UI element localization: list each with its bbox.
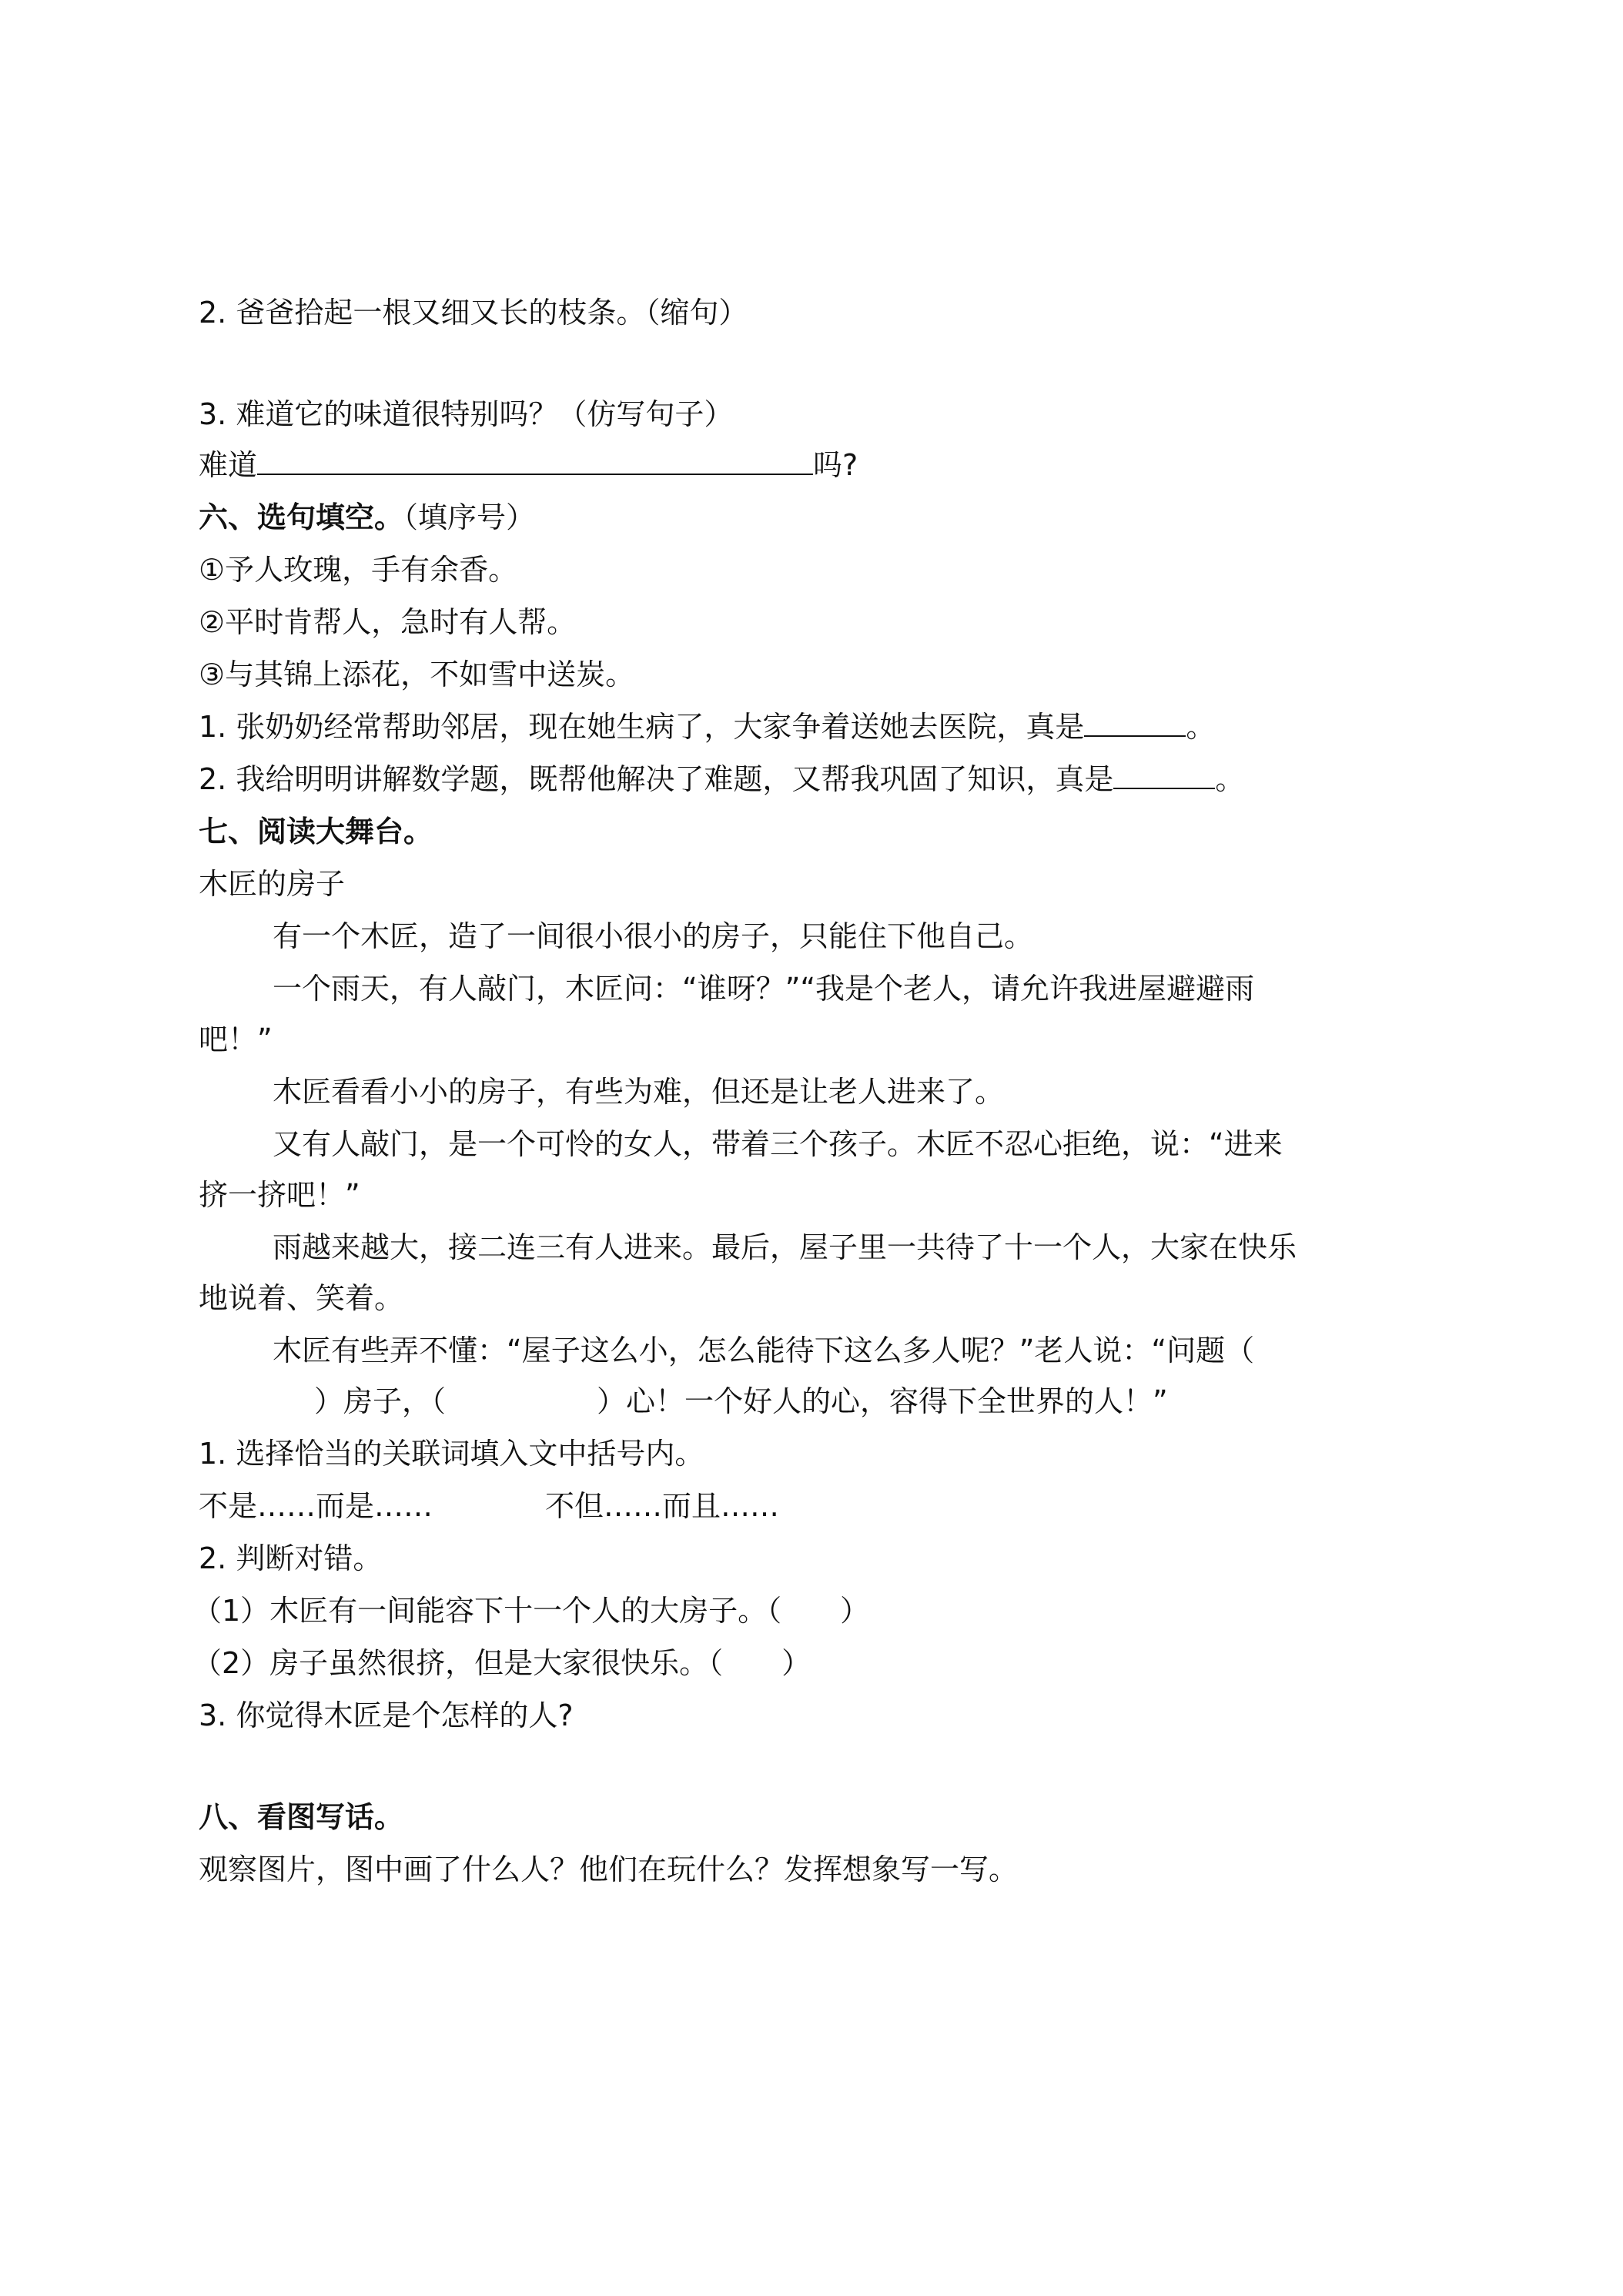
reading-question-1-options xyxy=(199,1486,779,1526)
reading-question-2-item-1: （1）木匠有一间能容下十一个人的大房子。（ ） xyxy=(192,1594,870,1628)
question-text: 1. 张奶奶经常帮助邻居，现在她生病了，大家争着送她去医院，真是 xyxy=(199,710,1085,744)
story-title: 木匠的房子 xyxy=(199,867,346,901)
section-6-title: 六、选句填空。 xyxy=(199,500,404,534)
story-paragraph-1: 有一个木匠，造了一间很小很小的房子，只能住下他自己。 xyxy=(273,919,1034,953)
reading-question-1: 1. 选择恰当的关联词填入文中括号内。 xyxy=(199,1437,704,1471)
story-paragraph-4-line-2: 挤一挤吧！” xyxy=(199,1178,360,1212)
answer-suffix: 吗? xyxy=(813,448,858,482)
question-5-2: 2. 爸爸拾起一根又细又长的枝条。（缩句） xyxy=(199,296,748,330)
answer-blank[interactable] xyxy=(257,447,813,475)
answer-prefix: 难道 xyxy=(199,448,258,482)
story-paragraph-5-line-1: 雨越来越大，接二连三有人进来。最后，屋子里一共待了十一个人，大家在快乐 xyxy=(273,1230,1297,1264)
story-paragraph-3: 木匠看看小小的房子，有些为难，但还是让老人进来了。 xyxy=(273,1075,1005,1109)
reading-question-2-item-2: （2）房子虽然很挤，但是大家很快乐。（ ） xyxy=(192,1646,812,1680)
story-paragraph-2-line-2: 吧！” xyxy=(199,1022,273,1056)
story-fragment-2: ）心！一个好人的心，容得下全世界的人！” xyxy=(597,1384,1168,1418)
question-5-3-answer-line xyxy=(199,445,858,485)
reading-question-2: 2. 判断对错。 xyxy=(199,1541,383,1575)
section-8-title: 八、看图写话。 xyxy=(199,1800,404,1834)
story-paragraph-4-line-1: 又有人敲门，是一个可怜的女人，带着三个孩子。木匠不忍心拒绝，说：“进来 xyxy=(273,1127,1283,1161)
question-text: 2. 我给明明讲解数学题，既帮他解决了难题，又帮我巩固了知识，真是 xyxy=(199,762,1114,796)
section-6-question-2 xyxy=(199,759,1244,799)
story-paragraph-2-line-1: 一个雨天，有人敲门，木匠问：“谁呀？”“我是个老人，请允许我进屋避避雨 xyxy=(273,972,1255,1006)
conjunction-option-b: 不但……而且…… xyxy=(545,1489,780,1523)
story-paragraph-5-line-2: 地说着、笑着。 xyxy=(199,1281,404,1315)
story-paragraph-6-line-1: 木匠有些弄不懂：“屋子这么小，怎么能待下这么多人呢？”老人说：“问题（ xyxy=(273,1334,1255,1367)
reading-question-3: 3. 你觉得木匠是个怎样的人? xyxy=(199,1699,574,1732)
answer-blank[interactable] xyxy=(1113,761,1215,789)
section-6-heading xyxy=(199,497,535,537)
option-2: ②平时肯帮人，急时有人帮。 xyxy=(199,605,577,639)
conjunction-option-a: 不是……而是…… xyxy=(199,1489,433,1523)
question-end: 。 xyxy=(1215,762,1245,796)
section-7-title: 七、阅读大舞台。 xyxy=(199,815,433,848)
section-8-instruction: 观察图片，图中画了什么人？他们在玩什么？发挥想象写一写。 xyxy=(199,1853,1019,1886)
story-paragraph-6-line-2 xyxy=(199,1381,1168,1421)
story-fragment-1: ）房子，（ xyxy=(314,1384,447,1418)
option-3: ③与其锦上添花，不如雪中送炭。 xyxy=(199,658,635,691)
section-6-question-1 xyxy=(199,707,1215,747)
question-5-3: 3. 难道它的味道很特别吗？（仿写句子） xyxy=(199,397,734,431)
answer-blank[interactable] xyxy=(1084,709,1186,737)
question-end: 。 xyxy=(1186,710,1216,744)
option-1: ①予人玫瑰，手有余香。 xyxy=(199,553,518,587)
section-6-note: （填序号） xyxy=(403,500,536,534)
